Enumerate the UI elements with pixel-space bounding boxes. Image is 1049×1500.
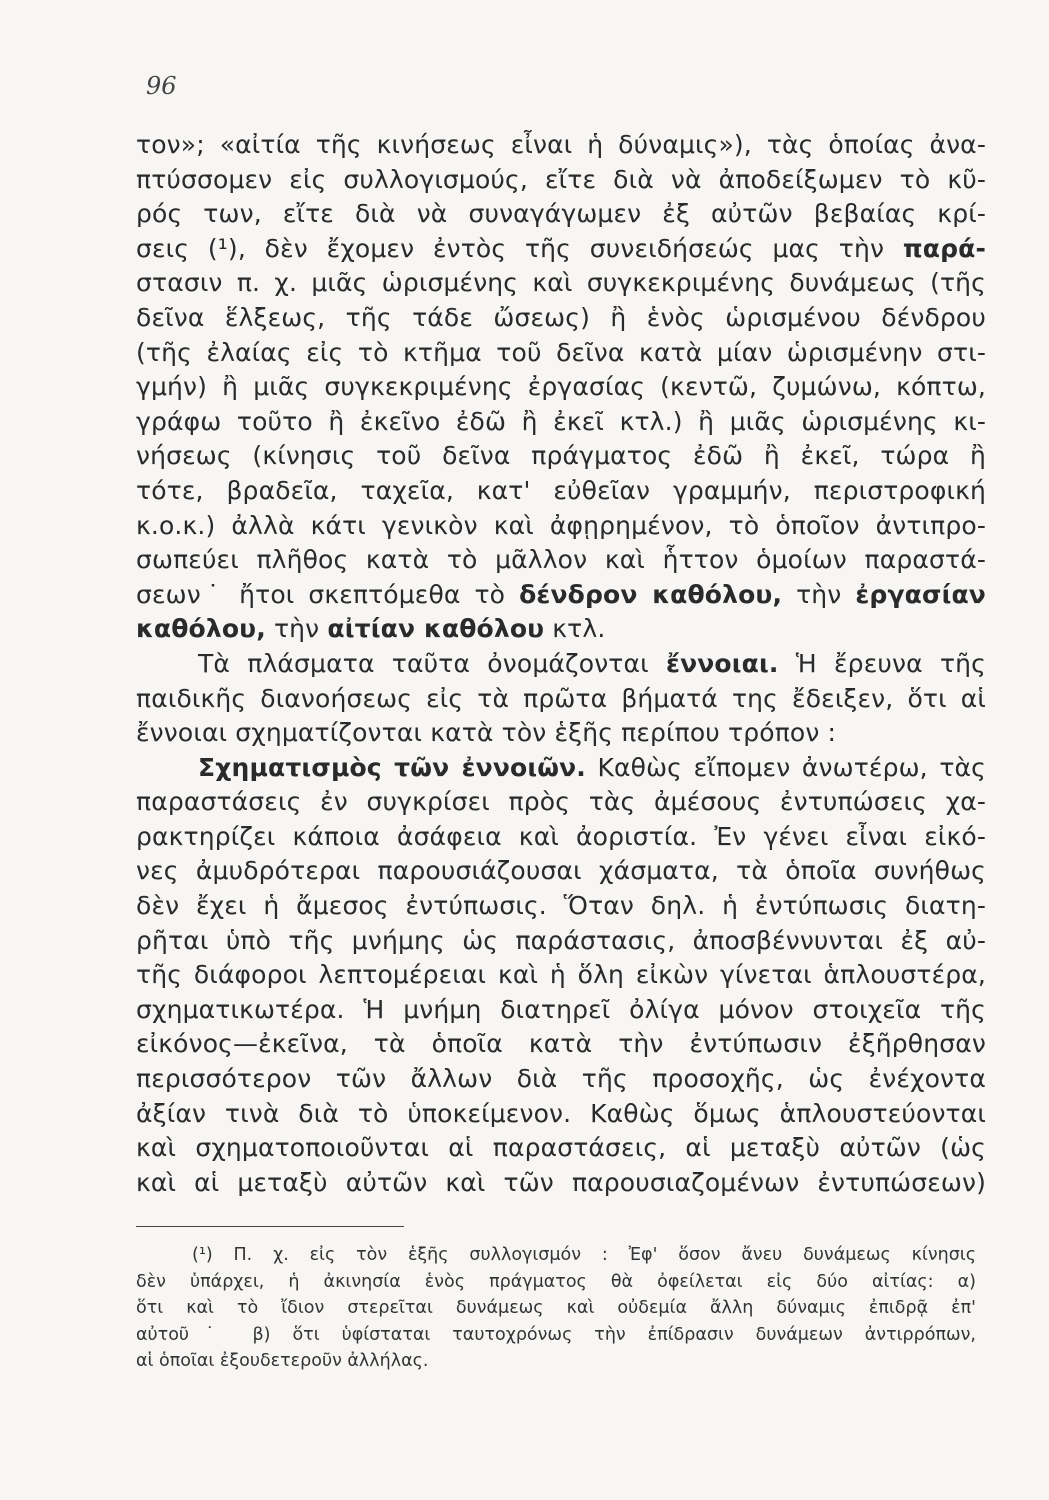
bold-term: ἐργασίαν	[855, 579, 986, 609]
text-line: δὲν ἔχει ἡ ἄμεσος ἐντύπωσις. Ὅταν δηλ. ἡ ἐντύπωσις διατη-	[136, 891, 986, 921]
text-line: σχηματικωτέρα. Ἡ μνήμη διατηρεῖ ὀλίγα μόνον στοιχεῖα τῆς	[136, 994, 986, 1024]
text-line: κ.ο.κ.) ἀλλὰ κάτι γενικὸν καὶ ἀφῃρημένον, τὸ ὁποῖον ἀντιπρο-	[136, 510, 986, 540]
text-line: ρακτηρίζει κάποια ἀσάφεια καὶ ἀοριστία. Ἐν γένει εἶναι εἰκό-	[136, 821, 986, 851]
text-line: παιδικῆς διανοήσεως εἰς τὰ πρῶτα βήματά της ἔδειξεν, ὅτι αἱ	[136, 683, 986, 713]
text-fragment: κτλ.	[544, 614, 606, 644]
text-line: γμήν) ἢ μιᾶς συγκεκριμένης ἐργασίας (κεντῶ, ζυμώνω, κόπτω,	[136, 372, 986, 402]
text-fragment: Ἡ ἔρευνα τῆς	[778, 648, 986, 678]
text-fragment: Καθὼς εἴπομεν ἀνωτέρω, τὰς	[585, 752, 986, 782]
footnote-line: (¹) Π. χ. εἰς τὸν ἑξῆς συλλογισμόν : Ἐφ' ὅσον ἄνευ δυνάμεως κίνησις	[192, 1245, 976, 1265]
footnote-line: αὐτοῦ˙ β) ὅτι ὑφίσταται ταυτοχρόνως τὴν ἐπίδρασιν δυνάμεων ἀντιρρόπων,	[136, 1324, 976, 1345]
text-line: παραστάσεις ἐν συγκρίσει πρὸς τὰς ἀμέσους ἐντυπώσεις χα-	[136, 787, 986, 817]
text-line: στασιν π. χ. μιᾶς ὡρισμένης καὶ συγκεκριμένης δυνάμεως (τῆς	[136, 268, 986, 298]
page-number: 96	[146, 72, 177, 100]
text-line: (τῆς ἐλαίας εἰς τὸ κτῆμα τοῦ δεῖνα κατὰ μίαν ὡρισμένην στι-	[136, 337, 986, 367]
footnote-divider	[136, 1226, 404, 1227]
text-line: καὶ σχηματοποιοῦνται αἱ παραστάσεις, αἱ μεταξὺ αὐτῶν (ὡς	[136, 1133, 986, 1163]
text-line: ἀξίαν τινὰ διὰ τὸ ὑποκείμενον. Καθὼς ὅμως ἁπλουστεύονται	[136, 1098, 986, 1128]
text-line: σωπεύει πλῆθος κατὰ τὸ μᾶλλον καὶ ἧττον ὁμοίων παραστά-	[136, 545, 986, 575]
text-line: νες ἀμυδρότεραι παρουσιάζουσαι χάσματα, τὰ ὁποῖα συνήθως	[136, 856, 986, 886]
text-line: νήσεως (κίνησις τοῦ δεῖνα πράγματος ἐδῶ ἢ ἐκεῖ, τώρα ἢ	[136, 441, 986, 471]
text-line	[136, 232, 986, 267]
text-line: πτύσσομεν εἰς συλλογισμούς, εἴτε διὰ νὰ ἀποδείξωμεν τὸ κῦ-	[136, 164, 986, 194]
section-heading: Σχηματισμὸς τῶν ἐννοιῶν.	[198, 752, 586, 782]
text-fragment: Τὰ πλάσματα ταῦτα ὀνομάζονται	[198, 648, 649, 678]
text-line: περισσότερον τῶν ἄλλων διὰ τῆς προσοχῆς, ὡς ἐνέχοντα	[136, 1064, 986, 1094]
bold-term: καθόλου,	[136, 614, 266, 644]
text-line: εἰκόνος—ἐκεῖνα, τὰ ὁποῖα κατὰ τὴν ἐντύπωσιν ἐξῆρθησαν	[136, 1029, 986, 1059]
text-line: γράφω τοῦτο ἢ ἐκεῖνο ἐδῶ ἢ ἐκεῖ κτλ.) ἢ μιᾶς ὡρισμένης κι-	[136, 406, 986, 436]
footnotes	[136, 1242, 976, 1375]
text-line: τον»; «αἰτία τῆς κινήσεως εἶναι ἡ δύναμις»), τὰς ὁποίας ἀνα-	[136, 130, 986, 159]
bold-term: ἔννοιαι.	[666, 648, 779, 678]
bold-term: δένδρον καθόλου,	[519, 579, 783, 609]
text-fragment: σεις (¹), δὲν ἔχομεν ἐντὸς τῆς συνειδήσεώς μας τὴν	[136, 233, 885, 263]
text-fragment: τὴν	[796, 579, 842, 609]
text-line: ρός των, εἴτε διὰ νὰ συναγάγωμεν ἐξ αὐτῶν βεβαίας κρί-	[136, 199, 986, 229]
footnote-line: αἱ ὁποῖαι ἐξουδετεροῦν ἀλλήλας.	[136, 1351, 429, 1371]
text-line: τῆς διάφοροι λεπτομέρειαι καὶ ἡ ὅλη εἰκὼν γίνεται ἁπλουστέρα,	[136, 960, 986, 990]
footnote-line: ὅτι καὶ τὸ ἴδιον στερεῖται δυνάμεως καὶ οὐδεμία ἄλλη δύναμις ἐπιδρᾷ ἐπ'	[136, 1298, 976, 1318]
body-text	[136, 128, 986, 1200]
text-fragment: σεων˙ ἤτοι σκεπτόμεθα τὸ	[136, 579, 506, 609]
text-line: ρῆται ὑπὸ τῆς μνήμης ὡς παράστασις, ἀποσβέννυνται ἐξ αὐ-	[136, 925, 986, 955]
text-fragment: τὴν	[273, 614, 320, 644]
text-line	[136, 612, 986, 647]
bold-term: αἰτίαν καθόλου	[327, 614, 545, 644]
text-line: δεῖνα ἕλξεως, τῆς τάδε ὤσεως) ἢ ἑνὸς ὡρισμένου δένδρου	[136, 302, 986, 332]
text-line: ἔννοιαι σχηματίζονται κατὰ τὸν ἑξῆς περίπου τρόπον :	[136, 718, 837, 748]
text-line: καὶ αἱ μεταξὺ αὐτῶν καὶ τῶν παρουσιαζομένων ἐντυπώσεων)	[136, 1167, 986, 1197]
text-line	[136, 751, 986, 786]
footnote-line: δὲν ὑπάρχει, ἡ ἀκινησία ἑνὸς πράγματος θὰ ὀφείλεται εἰς δύο αἰτίας: α)	[136, 1271, 976, 1292]
text-line: τότε, βραδεῖα, ταχεῖα, κατ' εὐθεῖαν γραμμήν, περιστροφική	[136, 475, 986, 505]
bold-term: παρά-	[902, 233, 986, 263]
text-line	[136, 578, 986, 613]
text-line	[136, 647, 986, 682]
